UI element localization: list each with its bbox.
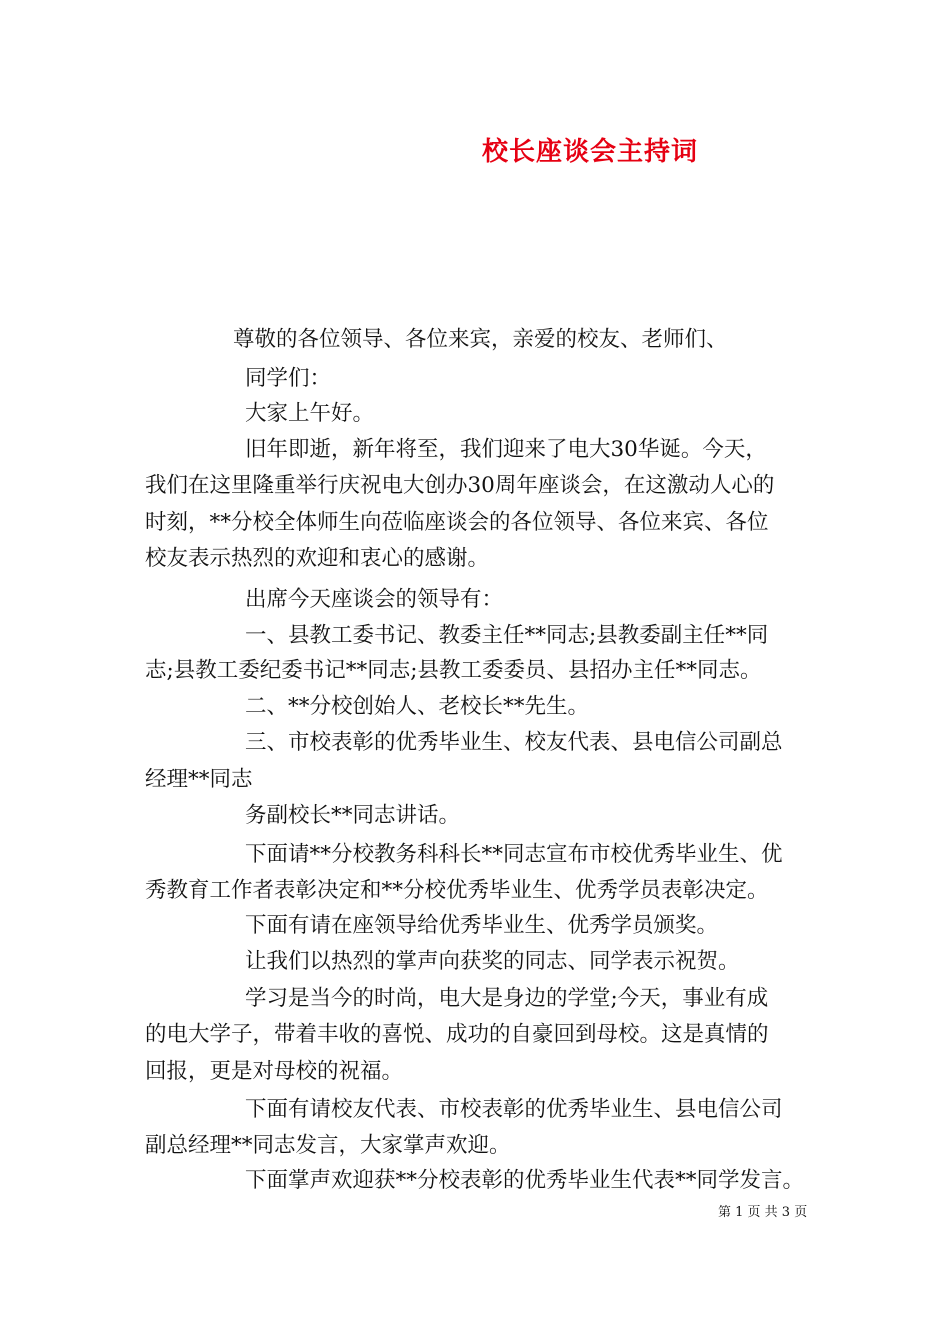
paragraph-line: 让我们以热烈的掌声向获奖的同志、同学表示祝贺。 — [245, 949, 740, 974]
greeting-line: 大家上午好。 — [245, 401, 375, 426]
paragraph-line: 出席今天座谈会的领导有： — [245, 587, 504, 612]
paragraph-line: 下面有请校友代表、市校表彰的优秀毕业生、县电信公司 — [245, 1097, 783, 1122]
paragraph-line: 学习是当今的时尚，电大是身边的学堂;今天，事业有成 — [245, 986, 769, 1011]
paragraph-line: 二、**分校创始人、老校长**先生。 — [245, 694, 590, 719]
paragraph-line: 志;县教工委纪委书记**同志;县教工委委员、县招办主任**同志。 — [145, 658, 762, 683]
paragraph-line: 校友表示热烈的欢迎和衷心的感谢。 — [145, 546, 490, 571]
paragraph-line: 一、县教工委书记、教委主任**同志;县教委副主任**同 — [245, 623, 769, 648]
page-number-footer: 第 1 页 共 3 页 — [718, 1205, 808, 1220]
paragraph-line: 时刻，**分校全体师生向莅临座谈会的各位领导、各位来宾、各位 — [145, 510, 769, 535]
paragraph-line: 三、市校表彰的优秀毕业生、校友代表、县电信公司副总 — [245, 730, 783, 755]
paragraph-line: 下面掌声欢迎获**分校表彰的优秀毕业生代表**同学发言。 — [245, 1168, 805, 1193]
document-title: 校长座谈会主持词 — [481, 137, 698, 167]
paragraph-line: 副总经理**同志发言，大家掌声欢迎。 — [145, 1133, 511, 1158]
paragraph-line: 我们在这里隆重举行庆祝电大创办30周年座谈会，在这激动人心的 — [145, 473, 775, 498]
paragraph-line: 务副校长**同志讲话。 — [245, 803, 461, 828]
paragraph-line: 的电大学子，带着丰收的喜悦、成功的自豪回到母校。这是真情的 — [145, 1022, 769, 1047]
paragraph-line: 秀教育工作者表彰决定和**分校优秀毕业生、优秀学员表彰决定。 — [145, 878, 769, 903]
paragraph-line: 下面请**分校教务科科长**同志宣布市校优秀毕业生、优 — [245, 842, 783, 867]
salutation-line: 尊敬的各位领导、各位来宾，亲爱的校友、老师们、 — [233, 327, 728, 352]
paragraph-line: 旧年即逝，新年将至，我们迎来了电大30华诞。今天， — [245, 437, 767, 462]
paragraph-line: 下面有请在座领导给优秀毕业生、优秀学员颁奖。 — [245, 913, 719, 938]
salutation-line-cont: 同学们： — [245, 366, 332, 391]
paragraph-line: 经理**同志 — [145, 767, 253, 792]
paragraph-line: 回报，更是对母校的祝福。 — [145, 1059, 404, 1084]
